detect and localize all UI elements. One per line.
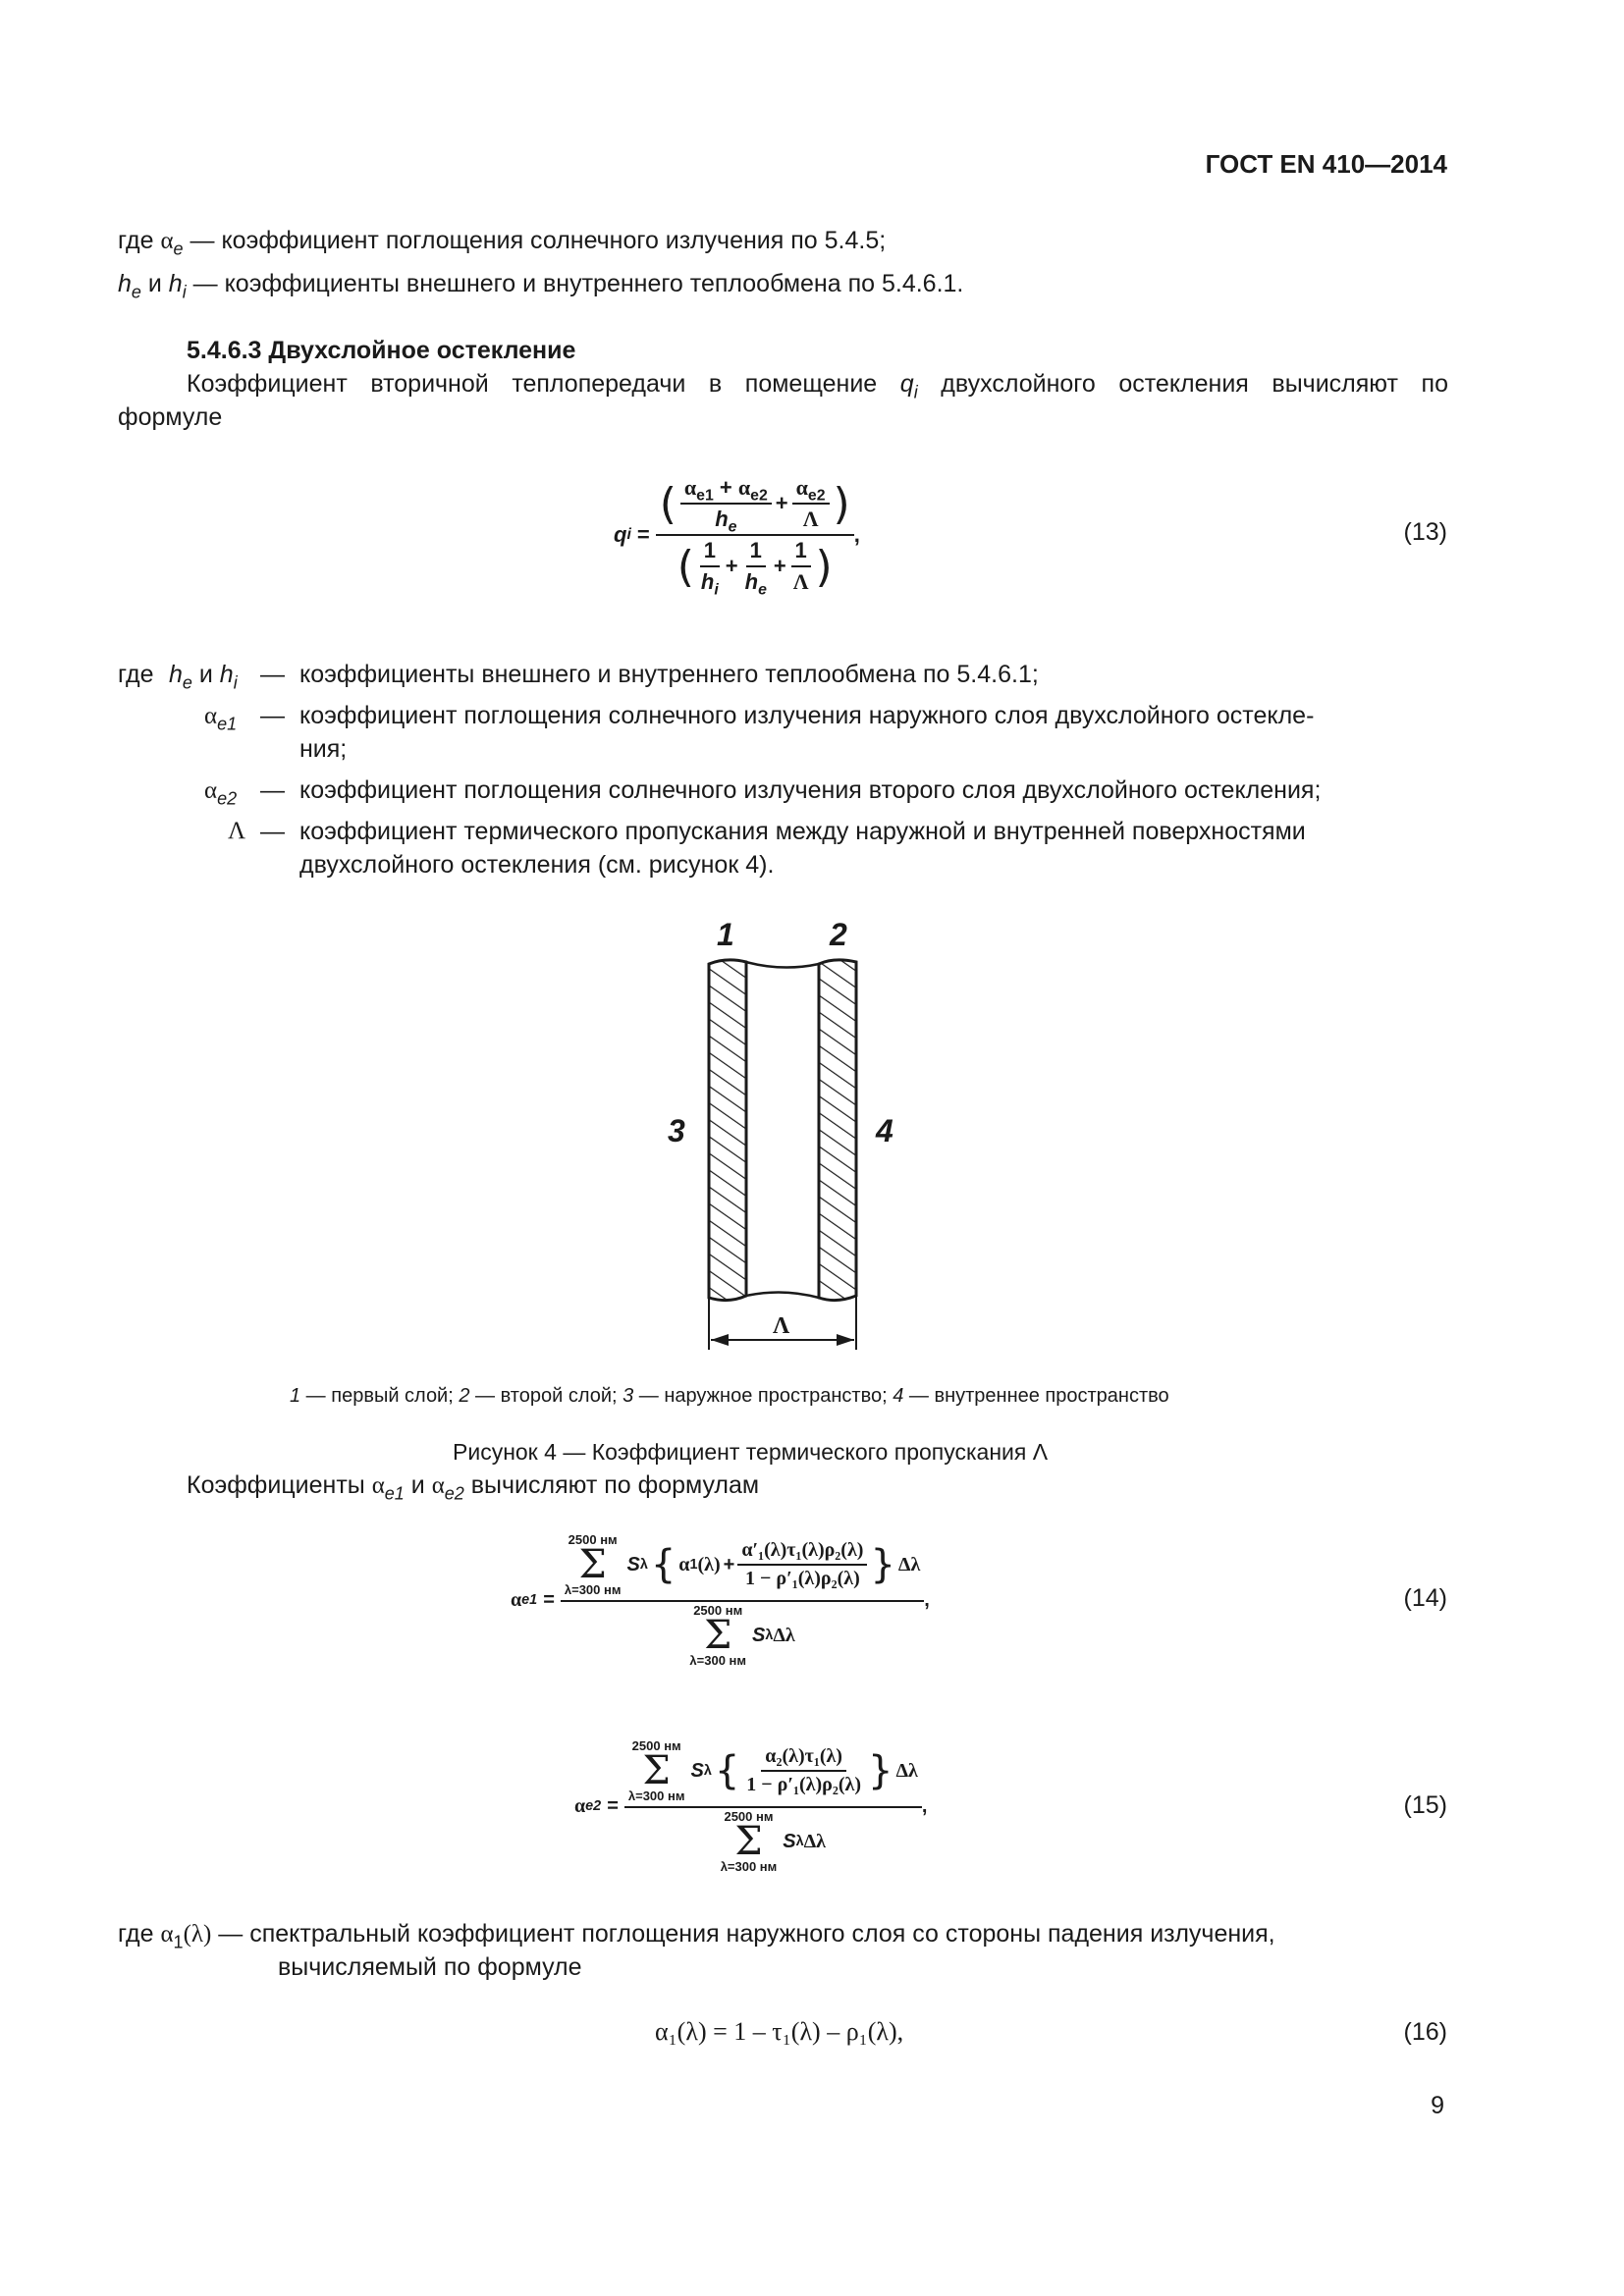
where16-line2: вычисляемый по формуле	[278, 1953, 582, 1981]
figure-label-4: 4	[876, 1113, 893, 1148]
def-alpha-e: где $\alpha_e$ — коэффициент поглощения солнечного излучения по 5.4.5;	[118, 227, 887, 259]
section-paragraph-line1: Коэффициент вторичной теплопередачи в помещение $q_i$ двухслойного остекления вычисляют по	[187, 370, 1448, 402]
equation-15-number: (15)	[1403, 1791, 1447, 1819]
where13-text-2b: ния;	[299, 735, 348, 763]
equation-16-number: (16)	[1403, 2018, 1447, 2046]
equation-13-number: (13)	[1403, 518, 1447, 546]
equation-13: q i = ( $\frac{\alpha_{e1} + \alpha_{e2}}{h_e}$ + $\frac{\alpha_{e2}}{\Lambda}$ ) ( $\frac{1}{h_i}$ + $\frac{1}{h_e}$ + $\frac{1}{\Lambda}$ ) ,	[614, 475, 860, 599]
where13-text-1: коэффициенты внешнего и внутреннего теплообмена по 5.4.6.1;	[299, 661, 1039, 688]
glass-pane-2	[819, 960, 856, 1301]
section-paragraph-line2: формуле	[118, 403, 223, 431]
where13-dash-1: —	[260, 661, 285, 688]
document-header: ГОСТ EN 410—2014	[1205, 149, 1447, 179]
figure-label-3: 3	[668, 1113, 685, 1148]
where13-text-3: коэффициент поглощения солнечного излучения второго слоя двухслойного остекления;	[299, 776, 1322, 804]
where13-sym-1: $h_e$ и $h_i$	[169, 661, 238, 693]
where13-sym-4: Λ	[228, 818, 246, 844]
equation-16: α₁(λ) = 1 – τ₁(λ) – ρ₁(λ),	[655, 2017, 904, 2046]
where13-text-4b: двухслойного остекления (см. рисунок 4).	[299, 851, 775, 879]
figure-label-2: 2	[830, 917, 847, 952]
equation-15: α e2 = 2500 нм Σ λ=300 нм S λ { $\frac{\text{α₂(λ)τ₁(λ)}}{\text{1 − ρ′₁(λ)ρ₂(λ)}}$ } Δλ 2500 нм Σ λ=300 нм S λ Δλ ,	[574, 1738, 928, 1874]
figure-legend: 1 — первый слой; 2 — второй слой; 3 — наружное пространство; 4 — внутреннее пространство	[290, 1385, 1169, 1407]
where13-dash-3: —	[260, 776, 285, 804]
figure-label-1: 1	[717, 917, 734, 952]
where13-dash-4: —	[260, 818, 285, 845]
equation-14-number: (14)	[1403, 1584, 1447, 1612]
section-title: 5.4.6.3 Двухслойное остекление	[187, 337, 576, 364]
where13-text-2: коэффициент поглощения солнечного излучения наружного слоя двухслойного остекле-	[299, 702, 1315, 729]
figure-caption: Рисунок 4 — Коэффициент термического пропускания Λ	[453, 1439, 1049, 1465]
where13-dash-2: —	[260, 702, 285, 729]
where13-sym-3: $\alpha_{e2}$	[204, 777, 238, 809]
page-number: 9	[1431, 2092, 1444, 2119]
equation-14: α e1 = 2500 нм Σ λ=300 нм S λ { α 1 (λ) + $\frac{\text{α′₁(λ)τ₁(λ)ρ₂(λ)}}{\text{1 − ρ′₁(λ)ρ₂(λ)}}$ } Δλ 2500 нм Σ λ=300 нм S λ Δλ ,	[511, 1532, 930, 1668]
where13-sym-2: $\alpha_{e1}$	[204, 703, 238, 734]
formulas-intro: Коэффициенты $\alpha_{e1}$ и $\alpha_{e2}$ вычисляют по формулам	[187, 1471, 760, 1504]
where13-prefix: где	[118, 661, 154, 688]
figure-dimension-lambda: Λ	[773, 1313, 790, 1339]
where13-text-4: коэффициент термического пропускания между наружной и внутренней поверхностями	[299, 818, 1306, 845]
def-he-hi: $h_e$ и $h_i$ — коэффициенты внешнего и внутреннего теплообмена по 5.4.6.1.	[118, 270, 964, 302]
glass-pane-1	[709, 960, 746, 1301]
where16-line1: где $\alpha_1(\lambda)$ — спектральный коэффициент поглощения наружного слоя со стороны падения излучения,	[118, 1920, 1275, 1952]
